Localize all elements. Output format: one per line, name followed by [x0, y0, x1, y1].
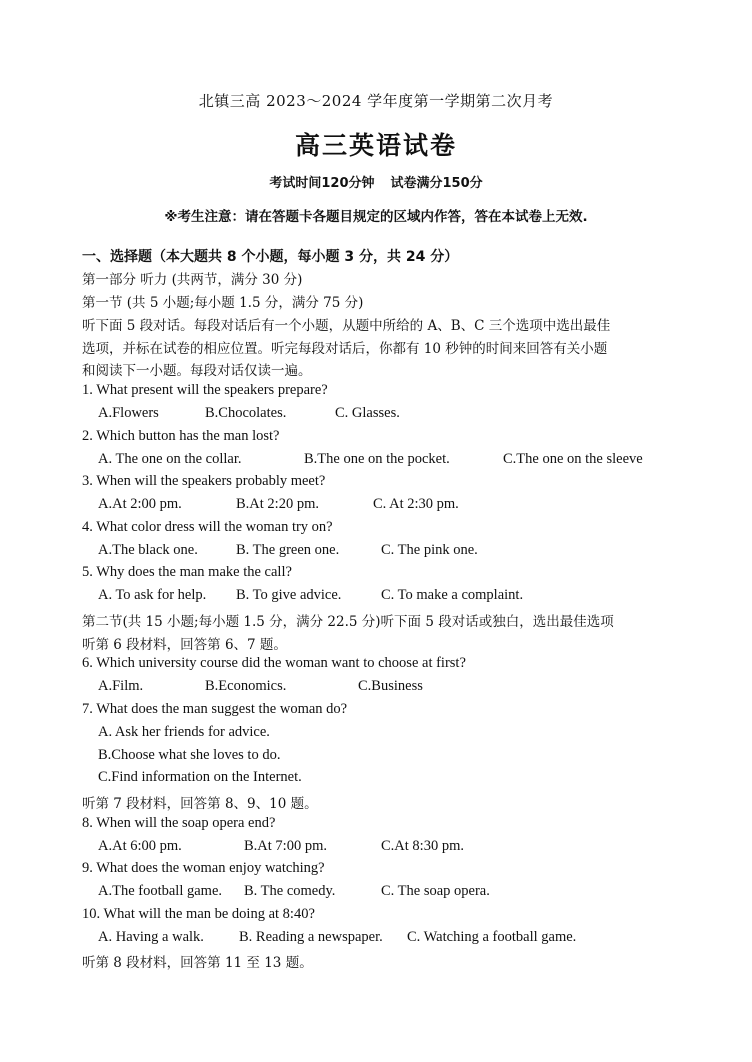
page-title: 高三英语试卷 — [294, 131, 457, 160]
option-b: B.Economics. — [205, 678, 287, 694]
question-1: 1. What present will the speakers prepare? — [82, 382, 328, 398]
question-2: 2. Which button has the man lost? — [82, 428, 280, 444]
listening-material-7: 听第 7 段材料，回答第 8、9、10 题。 — [82, 796, 318, 812]
exam-info — [0, 172, 752, 191]
part-one-heading: 第一部分 听力 (共两节，满分 30 分) — [82, 272, 303, 288]
option-a: A.At 6:00 pm. — [98, 838, 182, 854]
option-b: B.Chocolates. — [205, 405, 287, 421]
option-b: B. To give advice. — [236, 587, 342, 603]
option-a: A.The football game. — [98, 883, 223, 899]
listening-material-6: 听第 6 段材料，回答第 6、7 题。 — [82, 637, 287, 653]
school-exam-line: 北镇三高 2023～2024 学年度第一学期第二次月考 — [198, 92, 554, 110]
option-a: A.Flowers — [98, 405, 159, 421]
option-c: C.At 8:30 pm. — [381, 838, 464, 854]
subsection-one-heading: 第一节 (共 5 小题;每小题 1.5 分，满分 75 分) — [82, 295, 364, 311]
question-8: 8. When will the soap opera end? — [82, 815, 276, 831]
section-heading: 一、选择题（本大题共 8 个小题，每小题 3 分，共 24 分） — [82, 249, 459, 265]
option-a: A. The one on the collar. — [98, 451, 242, 467]
option-b: B.At 7:00 pm. — [244, 838, 327, 854]
question-4: 4. What color dress will the woman try on? — [82, 519, 333, 535]
question-7: 7. What does the man suggest the woman do? — [82, 701, 348, 717]
option-a: A. Having a walk. — [98, 929, 204, 945]
option-b: B.The one on the pocket. — [304, 451, 450, 467]
option-a: A.At 2:00 pm. — [98, 496, 182, 512]
instructions-line: 和阅读下一小题。每段对话仅读一遍。 — [82, 363, 312, 379]
option-c: C. Glasses. — [335, 405, 400, 421]
option-c: C.The one on the sleeve — [503, 451, 643, 467]
subsection-two-heading: 第二节(共 15 小题;每小题 1.5 分，满分 22.5 分)听下面 5 段对话或独白，选出最佳选项 — [82, 614, 614, 630]
option-b: B.Choose what she loves to do. — [98, 747, 281, 763]
option-a: A. Ask her friends for advice. — [98, 724, 270, 740]
question-6: 6. Which university course did the woman want to choose at first? — [82, 655, 466, 671]
question-10: 10. What will the man be doing at 8:40? — [82, 906, 315, 922]
option-c: C. Watching a football game. — [407, 929, 577, 945]
option-c: C. At 2:30 pm. — [373, 496, 459, 512]
option-a: A.Film. — [98, 678, 144, 694]
option-a: A.The black one. — [98, 542, 198, 558]
option-c: C. The pink one. — [381, 542, 478, 558]
exam-time: 考试时间120分钟 — [269, 176, 375, 191]
question-3: 3. When will the speakers probably meet? — [82, 473, 326, 489]
question-5: 5. Why does the man make the call? — [82, 564, 292, 580]
instructions-line: 选项，并标在试卷的相应位置。听完每段对话后，你都有 10 秒钟的时间来回答有关小题 — [82, 341, 608, 357]
listening-material-8: 听第 8 段材料，回答第 11 至 13 题。 — [82, 955, 313, 971]
option-c: C. The soap opera. — [381, 883, 490, 899]
option-b: B. The comedy. — [244, 883, 336, 899]
option-c: C. To make a complaint. — [381, 587, 524, 603]
candidate-notice: ※考生注意：请在答题卡各题目规定的区域内作答，答在本试卷上无效. — [164, 209, 588, 225]
question-9: 9. What does the woman enjoy watching? — [82, 860, 325, 876]
instructions-line: 听下面 5 段对话。每段对话后有一个小题，从题中所给的 A、B、C 三个选项中选出最佳 — [82, 318, 611, 334]
option-b: B.At 2:20 pm. — [236, 496, 319, 512]
option-c: C.Find information on the Internet. — [98, 769, 302, 785]
option-b: B. Reading a newspaper. — [239, 929, 383, 945]
option-b: B. The green one. — [236, 542, 340, 558]
full-score: 试卷满分150分 — [390, 176, 483, 191]
option-c: C.Business — [358, 678, 423, 694]
option-a: A. To ask for help. — [98, 587, 207, 603]
